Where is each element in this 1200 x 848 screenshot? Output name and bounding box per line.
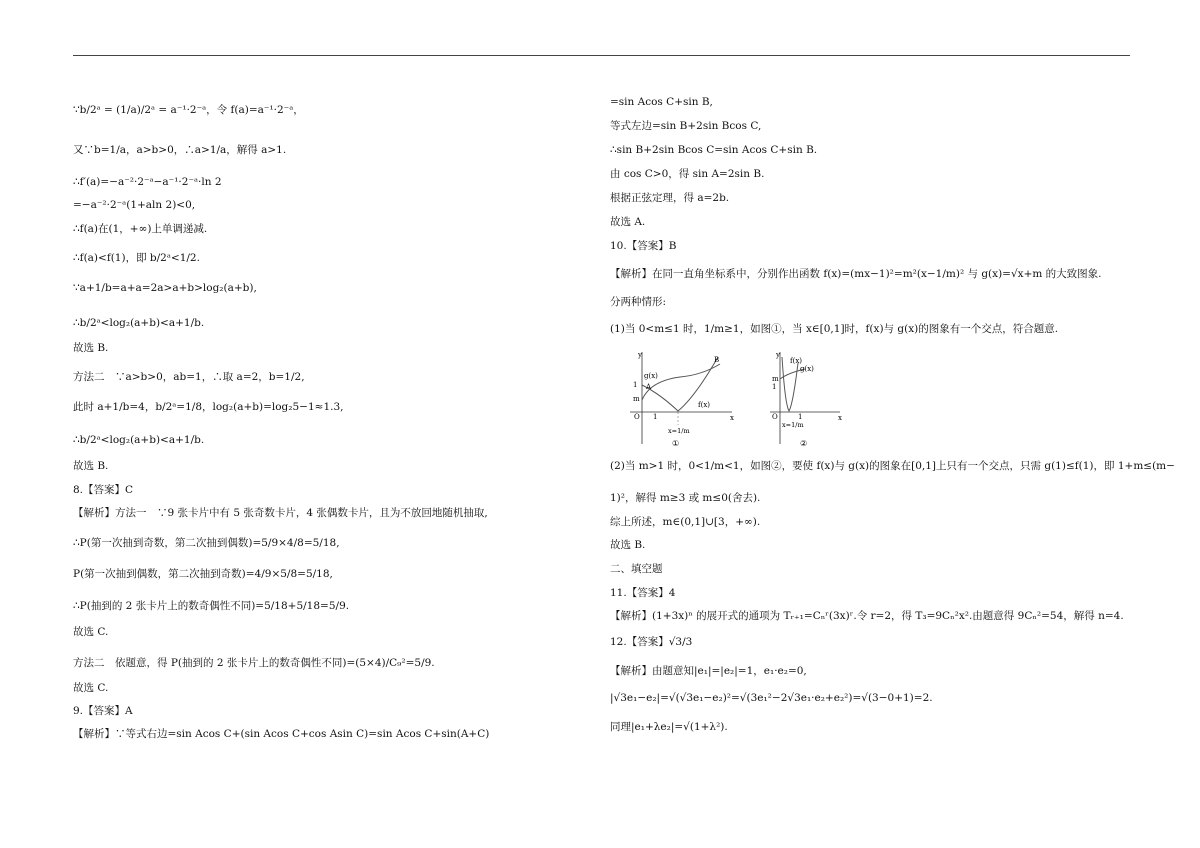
answer-heading: 9.【答案】A [73,705,133,717]
gx-label: g(x) [644,372,658,380]
axis-x-label: x [838,414,842,422]
figure-1 [630,351,734,448]
text-line: ∴f(a)在(1，+∞)上单调递减. [73,223,208,235]
text-line: 【解析】由题意知|e₁|=|e₂|=1，e₁·e₂=0, [610,665,807,677]
answer-heading: 8.【答案】C [73,484,134,496]
text-line: 故选 B. [73,460,109,472]
figure-2 [770,351,842,448]
text-line: ∵a+1/b=a+a=2a>a+b>log₂(a+b), [73,282,257,294]
text-line: 此时 a+1/b=4，b/2ᵃ=1/8，log₂(a+b)=log₂5−1≈1.3, [73,401,344,413]
text-line: 故选 A. [610,216,646,228]
axis-y-label: y [776,351,780,359]
text-line: 【解析】方法一 ∵9 张卡片中有 5 张奇数卡片，4 张偶数卡片，且为不放回地随机抽取, [73,507,488,519]
tick-m-label: m [772,375,779,383]
text-line: 【解析】∵等式右边=sin Acos C+(sin Acos C+cos Asin C)=sin Acos C+sin(A+C) [73,728,490,740]
answer-heading: 11.【答案】4 [610,587,676,599]
text-line: 综上所述，m∈(0,1]∪[3，+∞). [610,516,761,528]
text-line: ∴b/2ᵃ<log₂(a+b)<a+1/b. [73,434,205,446]
origin-label: O [772,413,778,421]
tick-1-x-label: 1 [798,413,803,421]
text-line: 【解析】(1+3x)ⁿ 的展开式的通项为 Tᵣ₊₁=Cₙʳ(3x)ʳ.令 r=2，得 T₃=9Cₙ²x².由题意得 9Cₙ²=54，解得 n=4. [610,610,1124,622]
x-eq-label: x=1/m [668,427,690,435]
header-rule [73,55,1130,56]
text-line: ∵b/2ᵃ = (1/a)/2ᵃ = a⁻¹·2⁻ᵃ，令 f(a)=a⁻¹·2⁻ᵃ， [73,104,304,116]
origin-label: O [634,413,640,421]
text-line: P(第一次抽到偶数，第二次抽到奇数)=4/9×5/8=5/18, [73,568,333,580]
text-line: 根据正弦定理，得 a=2b. [610,192,730,204]
point-b-label: B [714,356,720,364]
point-a-label: A [646,383,652,391]
figure-1-caption: ① [672,439,680,448]
text-line: 故选 C. [73,626,109,638]
text-line: 又∵b=1/a，a>b>0，∴a>1/a，解得 a>1. [73,144,287,156]
text-line: ∴P(第一次抽到奇数，第二次抽到偶数)=5/9×4/8=5/18, [73,537,340,549]
text-line: ∴P(抽到的 2 张卡片上的数奇偶性不同)=5/18+5/18=5/9. [73,600,350,612]
tick-1-x-label: 1 [653,413,658,421]
tick-1-label: 1 [772,383,777,391]
text-line: 方法二 依题意，得 P(抽到的 2 张卡片上的数奇偶性不同)=(5×4)/C₉²=5/9. [73,657,435,669]
text-line: 等式左边=sin B+2sin Bcos C, [610,120,762,132]
text-line: 故选 C. [73,682,109,694]
text-line: |√3e₁−e₂|=√(√3e₁−e₂)²=√(3e₁²−2√3e₁·e₂+e₂²)=√(3−0+1)=2. [610,692,933,704]
section-heading: 二、填空题 [610,563,663,575]
text-line: =−a⁻²·2⁻ᵃ(1+aln 2)<0, [73,199,196,211]
text-line: (1)当 0<m≤1 时，1/m≥1，如图①，当 x∈[0,1]时，f(x)与 g(x)的图象有一个交点，符合题意. [610,323,1059,335]
axis-x-label: x [730,414,734,422]
text-line: 同理|e₁+λe₂|=√(1+λ²). [610,721,728,733]
answer-heading: 12.【答案】√3/3 [610,636,693,648]
gx-label: g(x) [800,365,814,373]
text-line: 【解析】在同一直角坐标系中，分别作出函数 f(x)=(mx−1)²=m²(x−1/m)² 与 g(x)=√x+m 的大致图象. [610,268,1102,280]
function-graphs-figure [620,349,870,449]
text-line: 由 cos C>0，得 sin A=2sin B. [610,168,765,180]
answer-heading: 10.【答案】B [610,240,677,252]
text-line: 1)²，解得 m≥3 或 m≤0(舍去). [610,492,761,504]
fx-label: f(x) [790,357,803,365]
figure-2-caption: ② [800,439,808,448]
text-line: 故选 B. [73,342,109,354]
text-line: 方法二 ∵a>b>0，ab=1，∴取 a=2，b=1/2, [73,371,305,383]
text-line: (2)当 m>1 时，0<1/m<1，如图②，要使 f(x)与 g(x)的图象在[0,1]上只有一个交点，只需 g(1)≤f(1)，即 1+m≤(m− [610,460,1175,472]
x-eq-label: x=1/m [782,421,804,429]
text-line: =sin Acos C+sin B, [610,96,713,108]
text-line: ∴f′(a)=−a⁻²·2⁻ᵃ−a⁻¹·2⁻ᵃ·ln 2 [73,176,222,188]
fx-label: f(x) [698,401,711,409]
tick-m-label: m [633,395,640,403]
tick-1-label: 1 [633,381,638,389]
axis-y-label: y [638,351,642,359]
text-line: ∴sin B+2sin Bcos C=sin Acos C+sin B. [610,144,818,156]
text-line: ∴b/2ᵃ<log₂(a+b)<a+1/b. [73,317,205,329]
text-line: 分两种情形: [610,296,667,308]
text-line: ∴f(a)<f(1)，即 b/2ᵃ<1/2. [73,252,200,264]
text-line: 故选 B. [610,539,646,551]
